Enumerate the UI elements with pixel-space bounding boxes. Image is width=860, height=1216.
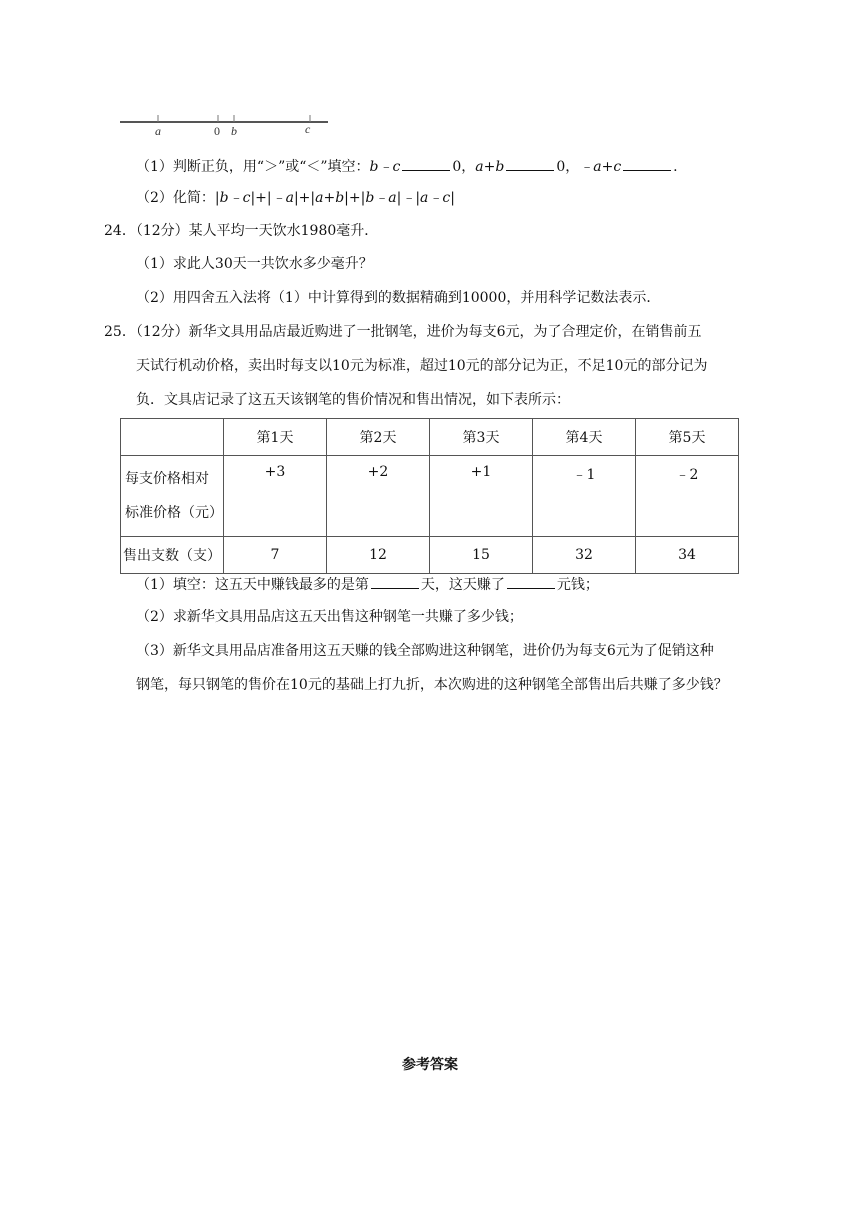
answer-blank[interactable] xyxy=(623,156,671,171)
table-header-cell: 第1天 xyxy=(224,419,327,456)
table-header-cell: 第3天 xyxy=(430,419,533,456)
row-label-sold: 售出支数（支） xyxy=(121,537,224,574)
q25-part3-line1: （3）新华文具用品店准备用这五天赚的钱全部购进这种钢笔，进价仍为每支6元为了促销这种 xyxy=(136,643,714,659)
table-cell: 12 xyxy=(327,537,430,574)
q25-stem-line1: 25．（12分）新华文具用品店最近购进了一批钢笔，进价为每支6元，为了合理定价，在销售前五 xyxy=(104,324,702,340)
table-row-sold xyxy=(121,537,739,574)
q24-part2: （2）用四舍五入法将（1）中计算得到的数据精确到10000，并用科学记数法表示． xyxy=(136,290,661,306)
numberline-label-b: b xyxy=(231,124,237,138)
table-row-price xyxy=(121,456,739,537)
answer-blank[interactable] xyxy=(371,574,419,589)
q25-stem-line2: 天试行机动价格，卖出时每支以10元为标准，超过10元的部分记为正，不足10元的部分记为 xyxy=(136,358,708,374)
row-label-price: 每支价格相对 标准价格（元） xyxy=(121,456,224,537)
table-header-row xyxy=(121,419,739,456)
q25-part3-line2: 钢笔，每只钢笔的售价在10元的基础上打九折，本次购进的这种钢笔全部售出后共赚了多少钱？ xyxy=(136,677,728,693)
numberline-label-a: a xyxy=(155,124,161,138)
q23-part2: （2）化简：|b﹣c|+|﹣a|+|a+b|+|b﹣a|﹣|a﹣c| xyxy=(136,190,455,206)
table-cell: ﹣2 xyxy=(636,456,739,537)
table-cell: 34 xyxy=(636,537,739,574)
table-cell: ﹣1 xyxy=(533,456,636,537)
numberline-label-zero: 0 xyxy=(214,124,220,138)
q24-part1: （1）求此人30天一共饮水多少毫升？ xyxy=(136,256,373,272)
answer-blank[interactable] xyxy=(402,156,450,171)
table-cell: 32 xyxy=(533,537,636,574)
table-header-cell: 第4天 xyxy=(533,419,636,456)
table-cell: +1 xyxy=(430,456,533,537)
table-header-cell: 第5天 xyxy=(636,419,739,456)
q24-stem: 24．（12分）某人平均一天饮水1980毫升． xyxy=(104,223,379,239)
sales-table xyxy=(120,418,739,574)
answer-blank[interactable] xyxy=(507,574,555,589)
numberline-label-c: c xyxy=(305,122,311,136)
table-cell: +2 xyxy=(327,456,430,537)
number-line-figure xyxy=(118,104,334,140)
answer-section-title: 参考答案 xyxy=(402,1057,458,1073)
table-cell: +3 xyxy=(224,456,327,537)
table-header-cell xyxy=(121,419,224,456)
table-header-cell: 第2天 xyxy=(327,419,430,456)
table-cell: 7 xyxy=(224,537,327,574)
q23-part1: （1）判断正负，用“＞”或“＜”填空：b﹣c 0，a+b 0，﹣a+c . xyxy=(136,156,678,177)
q25-part1: （1）填空：这五天中赚钱最多的是第 天，这天赚了 元钱； xyxy=(136,574,599,595)
answer-blank[interactable] xyxy=(506,156,554,171)
q25-stem-line3: 负．文具店记录了这五天该钢笔的售价情况和售出情况，如下表所示： xyxy=(136,392,570,408)
table-cell: 15 xyxy=(430,537,533,574)
q25-part2: （2）求新华文具用品店这五天出售这种钢笔一共赚了多少钱； xyxy=(136,609,523,625)
